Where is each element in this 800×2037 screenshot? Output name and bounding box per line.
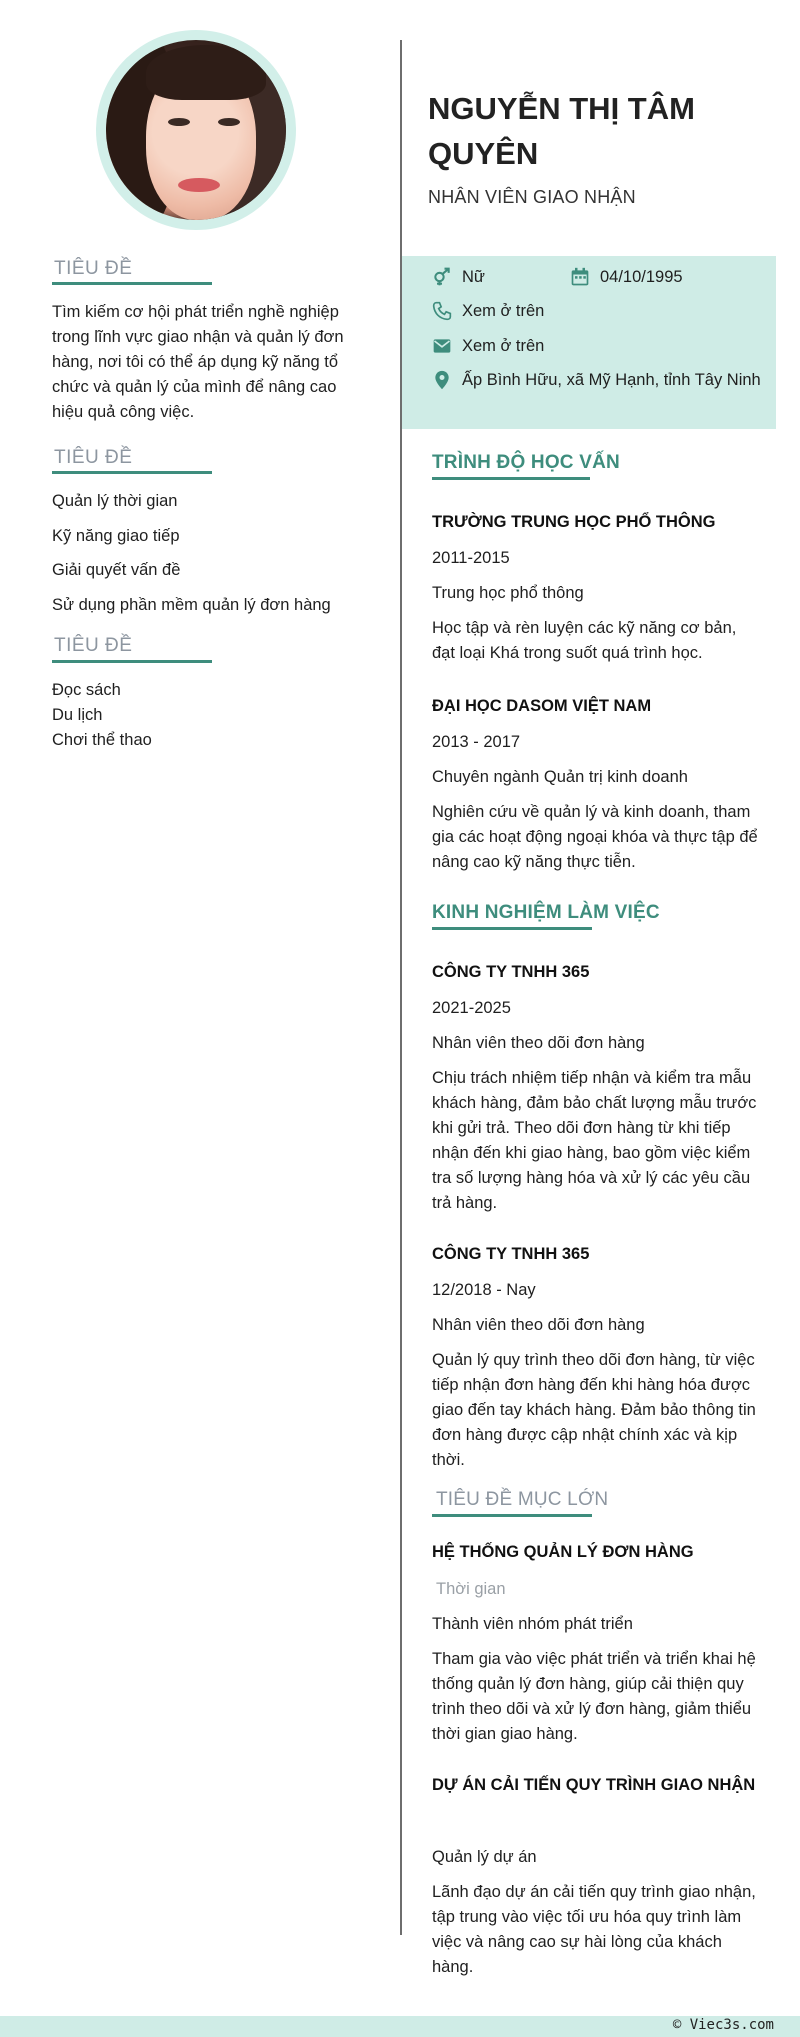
objective-title: TIÊU ĐỀ xyxy=(54,258,133,279)
education-school: ĐẠI HỌC DASOM VIỆT NAM xyxy=(432,697,652,715)
hobby-item: Du lịch xyxy=(52,706,103,724)
skill-item: Kỹ năng giao tiếp xyxy=(52,527,180,545)
birthday-text: 04/10/1995 xyxy=(600,268,683,286)
education-time: 2013 - 2017 xyxy=(432,733,521,751)
experience-heading: KINH NGHIỆM LÀM VIỆC xyxy=(432,902,660,923)
avatar-ring xyxy=(96,30,296,230)
gender-icon xyxy=(432,267,452,287)
skills-underline xyxy=(52,471,212,474)
project-role: Thành viên nhóm phát triển xyxy=(432,1615,633,1633)
project-role: Quản lý dự án xyxy=(432,1848,537,1866)
experience-time: 2021-2025 xyxy=(432,999,511,1017)
experience-desc: Quản lý quy trình theo dõi đơn hàng, từ việc tiếp nhận đơn hàng đến khi hàng hóa được giao đến tay khách hàng. Đảm bảo thông tin đơn hàng được cập nhật chính xác và kịp thời. xyxy=(432,1351,756,1469)
project-name: HỆ THỐNG QUẢN LÝ ĐƠN HÀNG xyxy=(432,1543,694,1561)
footer-watermark[interactable]: © Viec3s.com xyxy=(672,2017,774,2033)
education-heading: TRÌNH ĐỘ HỌC VẤN xyxy=(432,452,620,473)
hobbies-title: TIÊU ĐỀ xyxy=(54,635,133,656)
projects-underline xyxy=(432,1514,592,1517)
hobby-item: Đọc sách xyxy=(52,681,121,699)
projects-heading: TIÊU ĐỀ MỤC LỚN xyxy=(436,1489,609,1510)
skill-item: Quản lý thời gian xyxy=(52,492,178,510)
skill-item: Sử dụng phần mềm quản lý đơn hàng xyxy=(52,596,331,614)
candidate-name: NGUYỄN THỊ TÂM QUYÊN xyxy=(428,91,695,171)
candidate-role: NHÂN VIÊN GIAO NHẬN xyxy=(428,187,636,207)
hobby-item: Chơi thể thao xyxy=(52,731,152,749)
education-desc: Học tập và rèn luyện các kỹ năng cơ bản, đạt loại Khá trong suốt quá trình học. xyxy=(432,619,737,662)
hobbies-underline xyxy=(52,660,212,663)
phone-text: Xem ở trên xyxy=(462,302,545,320)
address-text: Ấp Bình Hữu, xã Mỹ Hạnh, tỉnh Tây Ninh xyxy=(462,371,761,389)
experience-desc: Chịu trách nhiệm tiếp nhận và kiểm tra mẫu khách hàng, đảm bảo chất lượng mẫu trước khi gửi trả. Theo dõi đơn hàng từ khi tiếp nhận đến khi giao hàng, bao gồm việc kiểm tra số lượng hàng hóa và xử lý các yêu cầu trả hàng. xyxy=(432,1069,757,1212)
gender-text: Nữ xyxy=(462,268,485,286)
email-text: Xem ở trên xyxy=(462,337,545,355)
education-desc: Nghiên cứu về quản lý và kinh doanh, tham gia các hoạt động ngoại khóa và thực tập để nâng cao kỹ năng thực tiễn. xyxy=(432,803,758,871)
objective-text: Tìm kiếm cơ hội phát triển nghề nghiệp trong lĩnh vực giao nhận và quản lý đơn hàng, nơi tôi có thể áp dụng kỹ năng tổ chức và quản lý của mình để nâng cao hiệu quả công việc. xyxy=(52,303,344,421)
education-underline xyxy=(432,477,590,480)
location-icon xyxy=(432,370,452,390)
experience-company: CÔNG TY TNHH 365 xyxy=(432,963,590,981)
education-major: Chuyên ngành Quản trị kinh doanh xyxy=(432,768,688,786)
experience-underline xyxy=(432,927,592,930)
experience-company: CÔNG TY TNHH 365 xyxy=(432,1245,590,1263)
phone-icon xyxy=(432,301,452,321)
skills-title: TIÊU ĐỀ xyxy=(54,447,133,468)
project-desc: Lãnh đạo dự án cải tiến quy trình giao nhận, tập trung vào việc tối ưu hóa quy trình làm việc và nâng cao sự hài lòng của khách hàng. xyxy=(432,1883,756,1976)
project-desc: Tham gia vào việc phát triển và triển khai hệ thống quản lý đơn hàng, giúp cải thiện quy trình theo dõi và xử lý đơn hàng, giảm thiểu thời gian giao hàng. xyxy=(432,1650,756,1743)
experience-position: Nhân viên theo dõi đơn hàng xyxy=(432,1316,645,1334)
avatar-photo xyxy=(106,40,286,220)
experience-time: 12/2018 - Nay xyxy=(432,1281,536,1299)
education-major: Trung học phổ thông xyxy=(432,584,584,602)
calendar-icon xyxy=(570,267,590,287)
email-icon xyxy=(432,336,452,356)
project-name: DỰ ÁN CẢI TIẾN QUY TRÌNH GIAO NHẬN xyxy=(432,1776,756,1794)
education-time: 2011-2015 xyxy=(432,549,510,567)
objective-underline xyxy=(52,282,212,285)
skill-item: Giải quyết vấn đề xyxy=(52,561,181,579)
project-time: Thời gian xyxy=(436,1580,506,1598)
education-school: TRƯỜNG TRUNG HỌC PHỔ THÔNG xyxy=(432,513,716,531)
experience-position: Nhân viên theo dõi đơn hàng xyxy=(432,1034,645,1052)
